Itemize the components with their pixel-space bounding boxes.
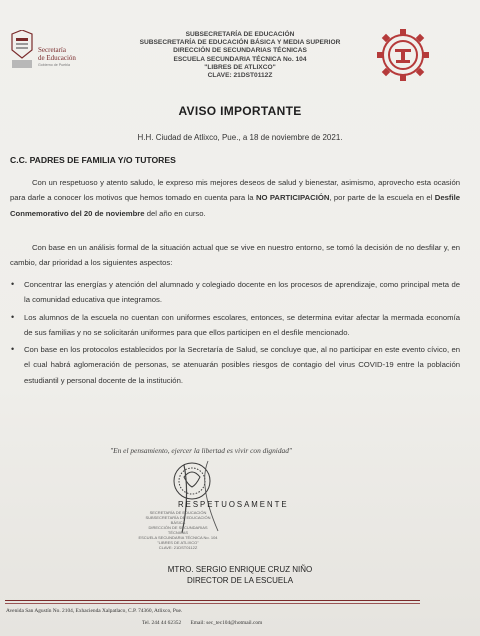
list-item: • Concentrar las energías y atención del alumnado y colegiado docente en los procesos de aprendizaje, como principal meta de la comunidad educativa que integramos. — [11, 279, 460, 305]
education-emblem-icon — [10, 30, 34, 70]
header-line: DIRECCIÓN DE SECUNDARIAS TÉCNICAS — [173, 47, 307, 55]
header-line: SUBSECRETARÍA DE EDUCACIÓN — [185, 31, 295, 38]
addressee: C.C. PADRES DE FAMILIA Y/O TUTORES — [10, 155, 176, 165]
signer-name: MTRO. SERGIO ENRIQUE CRUZ NIÑO — [167, 565, 313, 574]
sep-logo-text: Secretaría de Educación — [38, 46, 76, 62]
bullet-icon: • — [11, 344, 15, 355]
aspects-list — [10, 277, 460, 390]
bold-no-participacion: NO PARTICIPACIÓN — [255, 193, 330, 203]
motto: "En el pensamiento, ejercer la libertad es vivir con dignidad" — [110, 446, 293, 455]
header-line: CLAVE: 21DST0112Z — [207, 72, 273, 80]
header-line: ESCUELA SECUNDARIA TÉCNICA No. 104 — [173, 55, 307, 63]
place-date: H.H. Ciudad de Atlixco, Pue., a 18 de noviembre de 2021. — [137, 133, 343, 142]
footer-email: Email: sec_tec104@hotmail.com — [190, 620, 263, 626]
header-line: SUBSECRETARÍA DE EDUCACIÓN BÁSICA Y MEDIA SUPERIOR — [139, 39, 341, 47]
signer-title: DIRECTOR DE LA ESCUELA — [186, 576, 294, 585]
footer-divider-thin — [5, 603, 420, 604]
bold-desfile: Desfile Conmemorativo del 20 de noviembre — [10, 193, 460, 218]
sep-logo-subtitle: Gobierno de Puebla — [38, 63, 70, 67]
header-line: "LIBRES DE ATLIXCO" — [204, 63, 276, 71]
footer-divider — [5, 600, 420, 601]
footer-contact — [142, 620, 262, 626]
list-item: • Los alumnos de la escuela no cuentan con uniformes escolares, entonces, se determina evitar afectar la mermada economía de sus familias y no se solicitarán uniformes para que ellos participen en el desfile mencionado. — [11, 311, 460, 337]
school-stamp: SECRETARÍA DE EDUCACIÓN SUBSECRETARÍA DE EDUCACIÓN BÁSICA DIRECCIÓN DE SECUNDARIAS TÉCNICAS ESCUELA SECUNDARIA TÉCNICA No. 104 "LIBRES DE ATLIXCO" CLAVE: 21DST0112Z — [138, 510, 218, 550]
page-title: AVISO IMPORTANTE — [178, 104, 302, 118]
paragraph-decision: Con base en un análisis formal de la situación actual que se vive en nuestro entorno, se tomó la decisión de no desfilar y, en cambio, dar prioridad a los siguientes aspectos: — [10, 243, 460, 268]
footer-address: Avenida San Agustín No. 2104, Exhacienda Xalpatlaco, C.P. 74360, Atlixco, Pue. — [6, 608, 183, 614]
letterhead — [110, 31, 370, 80]
closing-respetuosamente: RESPETUOSAMENTE — [178, 500, 289, 509]
technical-school-gear-icon — [375, 27, 431, 83]
bullet-icon: • — [11, 311, 15, 322]
list-item: • Con base en los protocolos establecidos por la Secretaría de Salud, se concluye que, al no participar en este evento cívico, en el cual habrá aglomeración de personas, se atenuarán posibles riesgos de contagio del virus COVID-19 entre la población estudiantil y personal docente de la institución. — [11, 344, 460, 385]
footer-phone: Tel. 244 44 62352 — [142, 620, 182, 626]
sep-logo — [10, 30, 110, 80]
paragraph-intro: Con un respetuoso y atento saludo, le expreso mis mejores deseos de salud y bienestar, asimismo, aprovecho esta ocasión para darle a conocer los motivos que hemos tomado en cuenta para la NO PARTICIPACIÓN, por parte de la escuela en el Desfile Conmemorativo del 20 de noviembre del año en curso. — [10, 178, 460, 218]
bullet-icon: • — [11, 279, 15, 289]
